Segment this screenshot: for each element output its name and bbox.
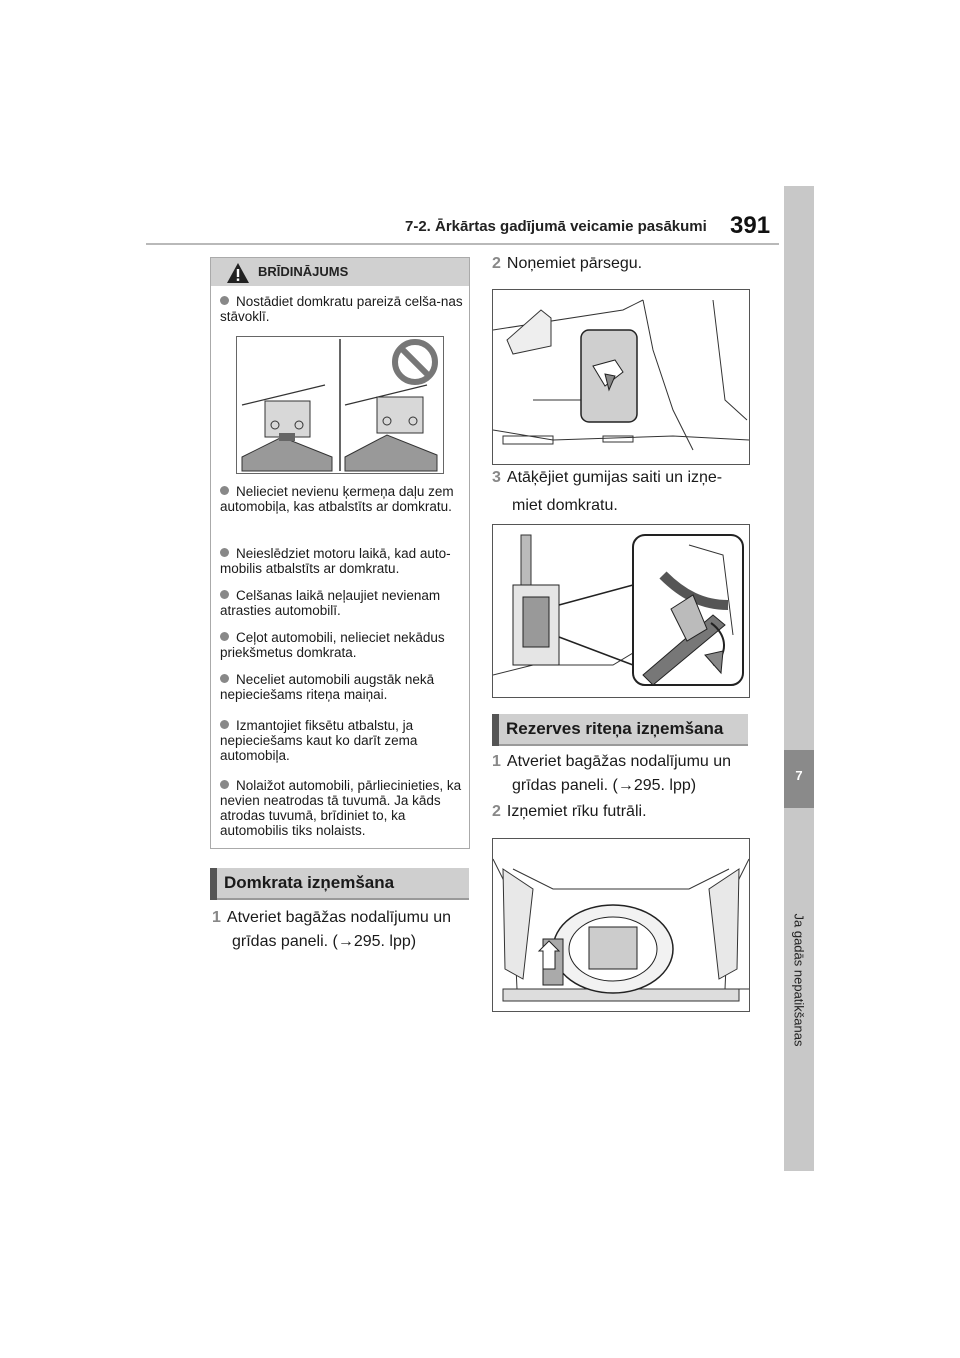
- spare-step-2: 2 Izņemiet rīku futrāli.: [492, 803, 647, 820]
- bullet-icon: [220, 780, 229, 789]
- bullet-icon: [220, 720, 229, 729]
- warning-item: Izmantojiet fiksētu atbalstu, ja nepieciešams kaut ko darīt zema automobiļa.: [220, 718, 418, 763]
- bullet-icon: [220, 296, 229, 305]
- jack-step-2: 2 Noņemiet pārsegu.: [492, 255, 643, 272]
- header-divider: [146, 243, 779, 245]
- warning-item: Neceliet automobili augstāk nekā nepieciešams riteņa maiņai.: [220, 672, 435, 702]
- warning-item: Celšanas laikā neļaujiet nevienam atrasties automobilī.: [220, 588, 441, 618]
- warning-item: Nostādiet domkratu pareizā celša-nas stāvoklī.: [220, 294, 463, 324]
- warning-item: Neieslēdziet motoru laikā, kad auto-mobilis atbalstīts ar domkratu.: [220, 546, 451, 576]
- chapter-number: 7: [795, 768, 803, 783]
- jack-step-1: 1 Atveriet bagāžas nodalījumu un grīdas paneli. (→295. lpp): [212, 909, 452, 950]
- bullet-icon: [220, 632, 229, 641]
- warning-item: Nelieciet nevienu ķermeņa daļu zem automobiļa, kas atbalstīts ar domkratu.: [220, 484, 454, 514]
- warning-item: Ceļot automobili, nelieciet nekādus priekšmetus domkrata.: [220, 630, 445, 660]
- cover-removal-illustration: [492, 289, 750, 465]
- tool-case-illustration: [492, 838, 750, 1012]
- bullet-icon: [220, 486, 229, 495]
- spare-step-1: 1 Atveriet bagāžas nodalījumu un grīdas paneli. (→295. lpp): [492, 753, 732, 794]
- jack-removal-illustration: [492, 524, 750, 698]
- jack-step-3: 3 Atāķējiet gumijas saiti un izņe- miet domkratu.: [492, 469, 723, 514]
- warning-title: BRĪDINĀJUMS: [258, 264, 349, 279]
- bullet-icon: [220, 548, 229, 557]
- warning-triangle-icon: [226, 262, 250, 284]
- section-header-spare: Rezerves riteņa izņemšana: [492, 714, 748, 746]
- page-number: 391: [730, 212, 771, 239]
- section-title: 7-2. Ārkārtas gadījumā veicamie pasākumi: [405, 218, 707, 235]
- section-header-jack: Domkrata izņemšana: [210, 868, 469, 900]
- jack-position-illustration: [236, 336, 444, 474]
- chapter-label: Ja gadās nepatikšanas: [791, 913, 807, 1047]
- bullet-icon: [220, 674, 229, 683]
- bullet-icon: [220, 590, 229, 599]
- warning-item: Nolaižot automobili, pārliecinieties, ka nevien neatrodas tā tuvumā. Ja kāds atrodas tuvumā, brīdiniet to, ka automobilis tiks nolaists.: [220, 778, 462, 838]
